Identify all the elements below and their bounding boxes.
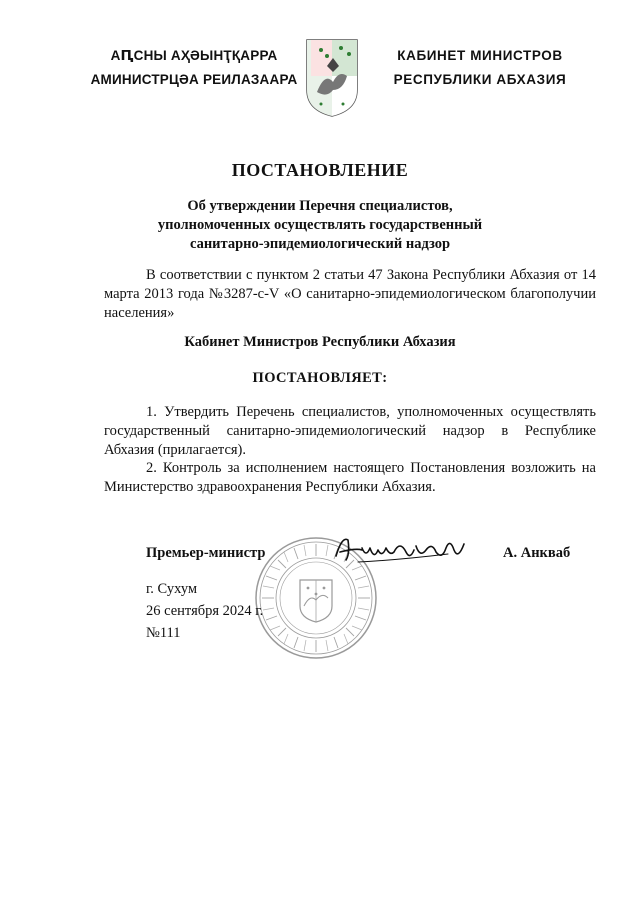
- header-right-line2: РЕСПУБЛИКИ АБХАЗИЯ: [393, 72, 567, 87]
- header-left-line2: АМИНИСТРЦӘА РЕИЛАЗААРА: [90, 72, 298, 87]
- issue-date: 26 сентября 2024 г.: [146, 603, 264, 619]
- subject-line-3: санитарно-эпидемиологический надзор: [189, 236, 451, 252]
- subject-line-1: Об утверждении Перечня специалистов,: [187, 198, 453, 214]
- document-subject: [100, 197, 540, 254]
- handwritten-signature-icon: [328, 530, 472, 570]
- header-left-line1: АԤСНЫ АҲӘЫНҬҚАРРА: [110, 48, 278, 63]
- header-left: [84, 44, 304, 92]
- document-number: №111: [146, 625, 181, 641]
- issue-place: г. Сухум: [146, 581, 198, 597]
- abkhazia-emblem-icon: [303, 36, 361, 118]
- issuing-body: Кабинет Министров Республики Абхазия: [184, 334, 456, 350]
- header-right: [380, 44, 580, 92]
- document-title: ПОСТАНОВЛЕНИЕ: [231, 160, 409, 180]
- preamble-paragraph: В соответствии с пунктом 2 статьи 47 Закона Республики Абхазия от 14 марта 2013 года №3287-с-V «О санитарно-эпидемиологическом благополучии населения»: [104, 267, 596, 321]
- decrees-heading: ПОСТАНОВЛЯЕТ:: [252, 370, 388, 386]
- signatory-position: Премьер-министр: [146, 545, 266, 561]
- signatory-name: А. Анкваб: [503, 545, 571, 561]
- decree-item-2: 2. Контроль за исполнением настоящего Постановления возложить на Министерство здравоохранения Республики Абхазия.: [104, 460, 596, 495]
- subject-line-2: уполномоченных осуществлять государственный: [157, 217, 483, 233]
- header-right-line1: КАБИНЕТ МИНИСТРОВ: [397, 48, 563, 63]
- decree-item-1: 1. Утвердить Перечень специалистов, уполномоченных осуществлять государственный санитарно-эпидемиологический надзор в Республике Абхазия (прилагается).: [104, 404, 596, 458]
